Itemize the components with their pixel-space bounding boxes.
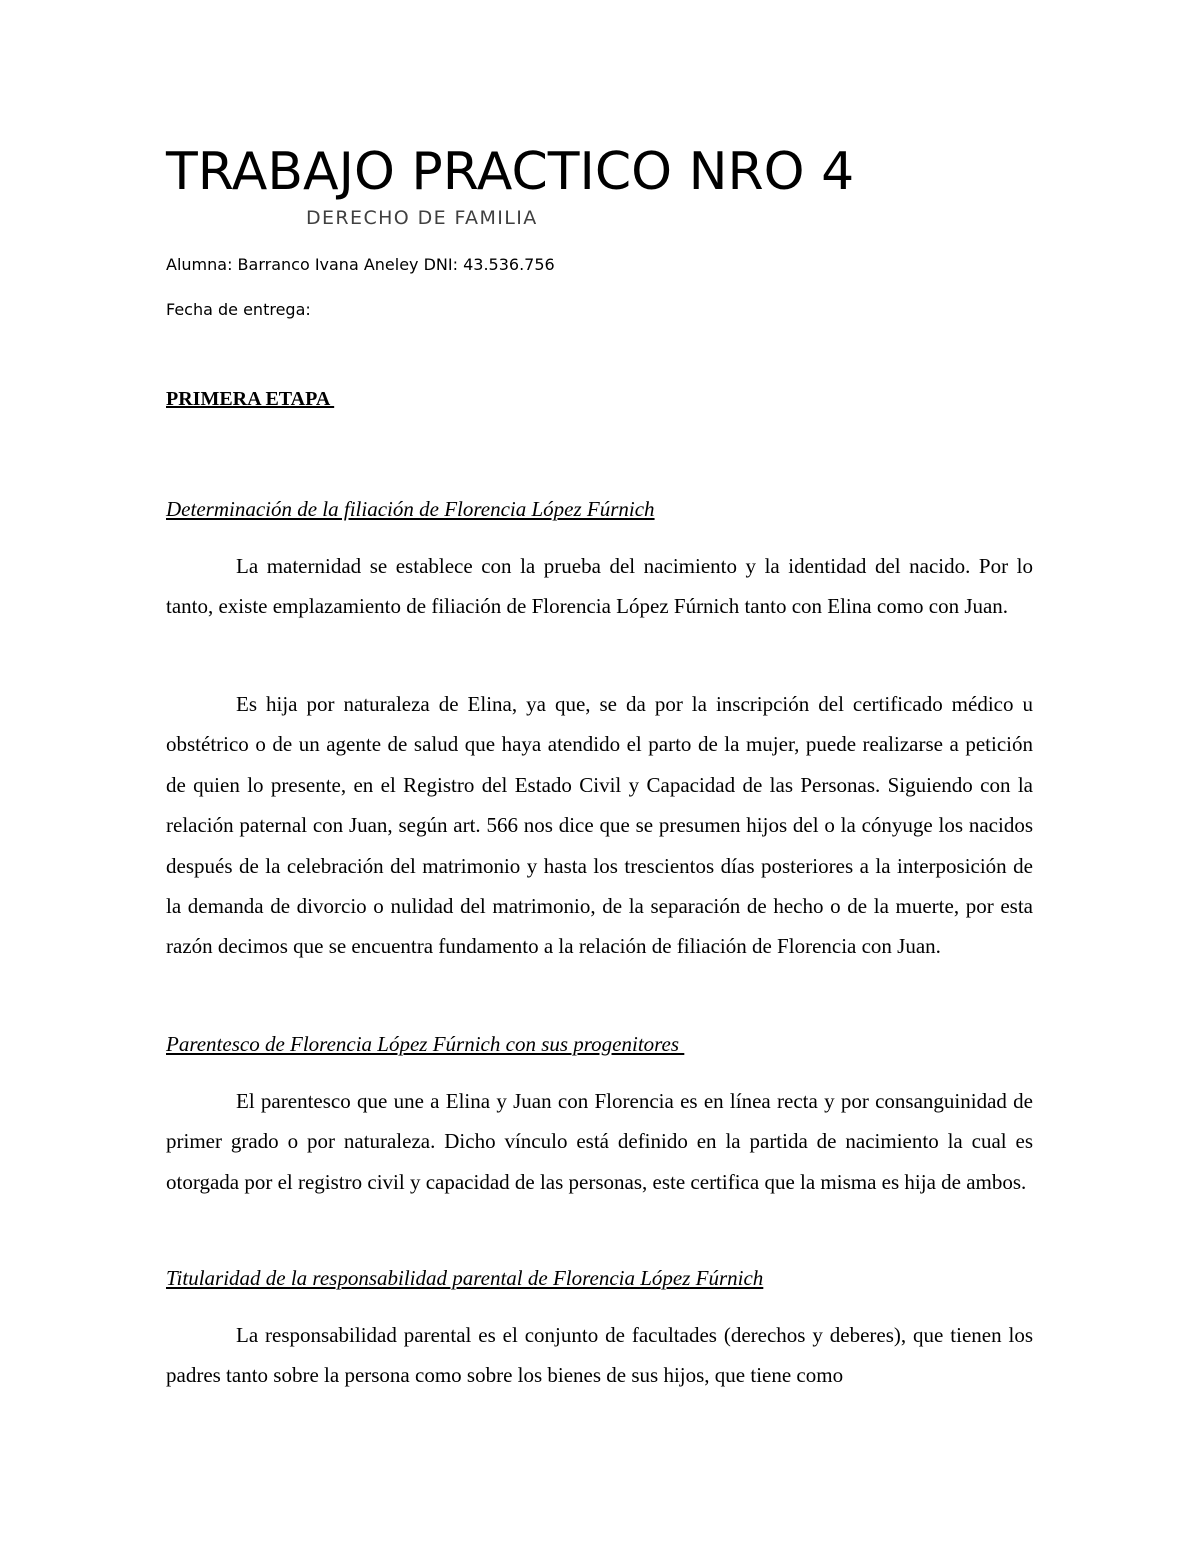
section-heading-responsabilidad: Titularidad de la responsabilidad parental de Florencia López Fúrnich: [166, 1266, 764, 1290]
stage-heading: PRIMERA ETAPA: [166, 388, 335, 410]
paragraph-responsabilidad: La responsabilidad parental es el conjunto de facultades (derechos y deberes), que tienen los padres tanto sobre la persona como sobre los bienes de sus hijos, que tiene como: [166, 1323, 1033, 1388]
document-title: TRABAJO PRACTICO NRO 4: [166, 142, 855, 202]
student-info: Alumna: Barranco Ivana Aneley DNI: 43.536.756: [166, 255, 555, 274]
paragraph-hija-por-naturaleza: Es hija por naturaleza de Elina, ya que, se da por la inscripción del certificado médico u obstétrico o de un agente de salud que haya atendido el parto de la mujer, puede realizarse a petición de quien lo presente, en el Registro del Estado Civil y Capacidad de las Personas. Siguiendo con la relación paternal con Juan, según art. 566 nos dice que se presumen hijos del o la cónyuge los nacidos después de la celebración del matrimonio y hasta los trescientos días posteriores a la interposición de la demanda de divorcio o nulidad del matrimonio, de la separación de hecho o de la muerte, por esta razón decimos que se encuentra fundamento a la relación de filiación de Florencia con Juan.: [166, 692, 1033, 959]
section-heading-filiacion: Determinación de la filiación de Florencia López Fúrnich: [166, 497, 655, 521]
paragraph-parentesco: El parentesco que une a Elina y Juan con Florencia es en línea recta y por consanguinidad de primer grado o por naturaleza. Dicho vínculo está definido en la partida de nacimiento la cual es otorgada por el registro civil y capacidad de las personas, este certifica que la misma es hija de ambos.: [166, 1089, 1033, 1194]
delivery-date: Fecha de entrega:: [166, 300, 311, 319]
paragraph-maternidad: La maternidad se establece con la prueba del nacimiento y la identidad del nacido. Por lo tanto, existe emplazamiento de filiación de Florencia López Fúrnich tanto con Elina como con Juan.: [166, 554, 1033, 619]
document-subtitle: DERECHO DE FAMILIA: [306, 207, 538, 229]
section-heading-parentesco: Parentesco de Florencia López Fúrnich con sus progenitores: [166, 1032, 685, 1056]
